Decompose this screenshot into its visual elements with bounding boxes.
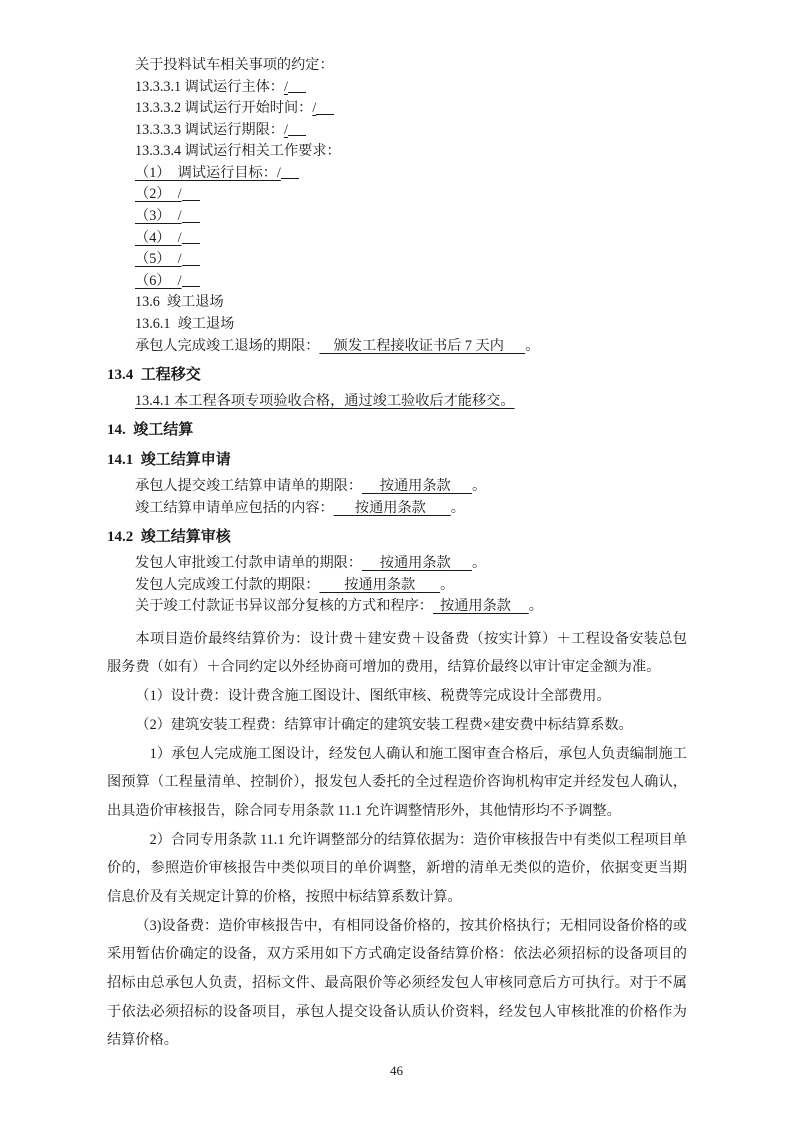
section-title: 竣工结算申请 bbox=[140, 452, 231, 469]
fill-in-row bbox=[107, 498, 687, 520]
fill-in-value: / bbox=[177, 229, 182, 246]
line-text: 关于投料试车相关事项的约定： bbox=[135, 57, 334, 73]
fill-in-value: / bbox=[312, 100, 317, 117]
paragraph: （3)设备费：造价审核报告中，有相同设备价格的，按其价格执行；无相同设备价格的或采用暂估价确定的设备，双方采用如下方式确定设备结算价格：依法必须招标的设备项目的招标由总承包人负责，招标文件、最高限价等必须经发包人审核同意后方可执行。对于不属于依法必须招标的设备项目，承包人提交设备认质认价资料，经发包人审核批准的价格作为结算价格。 bbox=[107, 917, 687, 1049]
line-text: 竣工结算申请单应包括的内容： bbox=[135, 499, 334, 516]
document-body bbox=[107, 55, 687, 1055]
line-text: 13.3.3.3 调试运行期限： bbox=[135, 121, 284, 138]
text-line bbox=[107, 98, 687, 120]
section-number: 14.1 bbox=[107, 452, 134, 469]
line-text: 13.3.3.4 调试运行相关工作要求： bbox=[135, 143, 341, 160]
section-number: 14.2 bbox=[107, 529, 134, 546]
text-line bbox=[107, 271, 687, 293]
fill-in-row bbox=[107, 575, 687, 597]
fill-in-value: / bbox=[177, 208, 182, 225]
text-line bbox=[107, 163, 687, 185]
fill-in-blank bbox=[281, 164, 299, 180]
text-line bbox=[107, 249, 687, 271]
line-text: 13.4.1 本工程各项专项验收合格，通过竣工验收后才能移交。 bbox=[135, 392, 515, 409]
fill-in-value: / bbox=[283, 78, 288, 95]
text-line bbox=[107, 184, 687, 206]
fill-in-value: / bbox=[177, 186, 182, 203]
line-text: 承包人提交竣工结算申请单的期限： bbox=[135, 478, 363, 495]
fill-in-value: 颁发工程接收证书后 7 天内 bbox=[333, 337, 504, 354]
line-text: 关于竣工付款证书异议部分复核的方式和程序： bbox=[135, 598, 433, 615]
fill-in-blank bbox=[182, 271, 200, 287]
paragraph: 1）承包人完成施工图设计，经发包人确认和施工图审查合格后，承包人负责编制施工图预算（工程量清单、控制价），报发包人委托的全过程造价咨询机构审定并经发包人确认，出具造价审核报告，除合同专用条款 11.1 允许调整情形外，其他情形均不予调整。 bbox=[107, 745, 687, 819]
text-line bbox=[107, 141, 687, 163]
line-text: 13.6 竣工退场 bbox=[135, 294, 224, 311]
fill-in-blank bbox=[182, 207, 200, 223]
paragraph: （1）设计费：设计费含施工图设计、图纸审核、税费等完成设计全部费用。 bbox=[135, 688, 611, 705]
fill-in-blank bbox=[316, 99, 334, 115]
line-text: （6） bbox=[135, 272, 171, 289]
section-heading-13-4 bbox=[107, 364, 687, 387]
line-suffix: 。 bbox=[440, 576, 455, 593]
text-line bbox=[107, 55, 687, 77]
section-title: 工程移交 bbox=[140, 367, 201, 384]
section-title: 竣工结算审核 bbox=[140, 529, 231, 546]
text-line bbox=[107, 206, 687, 228]
fill-in-value: 按通用条款 bbox=[440, 598, 511, 615]
line-text: 13.6.1 竣工退场 bbox=[135, 315, 235, 332]
line-text: （1） 调试运行目标： bbox=[135, 164, 277, 181]
line-text: 承包人完成竣工退场的期限： bbox=[135, 337, 320, 354]
fill-in-row bbox=[107, 476, 687, 498]
paragraph: （2）建筑安装工程费：结算审计确定的建筑安装工程费×建安费中标结算系数。 bbox=[135, 716, 633, 733]
line-suffix: 。 bbox=[525, 337, 540, 354]
line-text: （5） bbox=[135, 251, 171, 268]
section-number: 14. bbox=[107, 422, 126, 439]
line-text: 发包人审批竣工付款申请单的期限： bbox=[135, 555, 363, 572]
line-text: （4） bbox=[135, 229, 171, 246]
section-title: 竣工结算 bbox=[133, 422, 194, 439]
fill-in-blank bbox=[288, 77, 306, 93]
line-suffix: 。 bbox=[450, 499, 465, 516]
fill-in-value: / bbox=[276, 164, 281, 181]
fill-in-blank bbox=[182, 185, 200, 201]
fill-in-value: 按通用条款 bbox=[344, 576, 416, 593]
fill-in-row bbox=[107, 553, 687, 575]
fill-in-blank bbox=[182, 250, 200, 266]
section-13-4-body bbox=[107, 391, 687, 413]
fill-in-value: 按通用条款 bbox=[379, 478, 451, 495]
fill-in-value: / bbox=[177, 251, 182, 268]
fill-in-value: 按通用条款 bbox=[354, 499, 426, 516]
text-line bbox=[107, 228, 687, 250]
section-heading-14 bbox=[107, 419, 687, 442]
retreat-deadline-line bbox=[107, 336, 687, 358]
line-suffix: 。 bbox=[471, 555, 487, 572]
section-heading-14-1 bbox=[107, 449, 687, 472]
line-text: 13.3.3.1 调试运行主体： bbox=[135, 78, 284, 95]
text-line bbox=[107, 120, 687, 142]
fill-in-row bbox=[107, 596, 687, 618]
paragraph: 本项目造价最终结算价为：设计费＋建安费＋设备费（按实计算）＋工程设备安装总包服务费（如有）＋合同约定以外经协商可增加的费用，结算价最终以审计审定金额为准。 bbox=[107, 630, 687, 676]
line-text: （2） bbox=[135, 186, 171, 203]
page-number: 46 bbox=[390, 1063, 403, 1078]
fill-in-value: / bbox=[177, 272, 182, 289]
paragraph: 2）合同专用条款 11.1 允许调整部分的结算依据为：造价审核报告中有类似工程项目单价的，参照造价审核报告中类似项目的单价调整，新增的清单无类似的造价，依据变更当期信息价及有关规定计算的价格，按照中标结算系数计算。 bbox=[107, 831, 687, 905]
line-text: 发包人完成竣工付款的期限： bbox=[135, 576, 320, 593]
line-text: 13.3.3.2 调试运行开始时间： bbox=[135, 100, 313, 117]
fill-in-blank bbox=[182, 228, 200, 244]
line-text: （3） bbox=[135, 208, 171, 225]
line-suffix: 。 bbox=[528, 598, 543, 615]
fill-in-value: 按通用条款 bbox=[379, 555, 451, 572]
text-line bbox=[107, 292, 687, 314]
fill-in-blank bbox=[288, 120, 306, 136]
text-line bbox=[107, 77, 687, 99]
text-line bbox=[107, 314, 687, 336]
section-heading-14-2 bbox=[107, 526, 687, 549]
fill-in-value: / bbox=[283, 121, 288, 138]
section-number: 13.4 bbox=[107, 367, 134, 384]
line-suffix: 。 bbox=[471, 478, 487, 495]
